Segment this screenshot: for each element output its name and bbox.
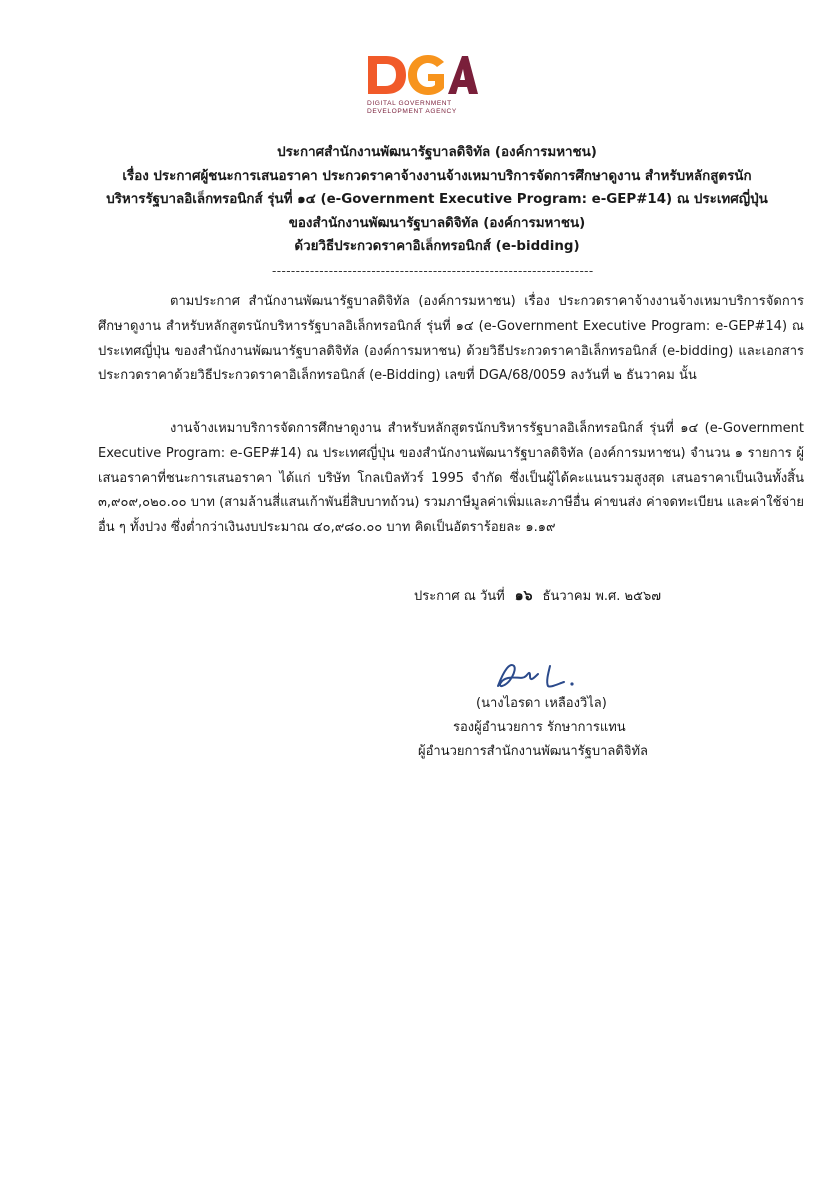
- logo-text-line2: DEVELOPMENT AGENCY: [367, 108, 457, 115]
- announcement-date: [414, 585, 661, 607]
- header-line-3: บริหารรัฐบาลอิเล็กทรอนิกส์ รุ่นที่ ๑๔ (e-Government Executive Program: e-GEP#14) ณ ประเทศญี่ปุ่น: [106, 192, 768, 207]
- date-prefix: ประกาศ ณ วันที่: [414, 589, 505, 604]
- date-suffix: ธันวาคม พ.ศ. ๒๕๖๗: [542, 589, 661, 604]
- logo-letter-g: [408, 55, 444, 95]
- dga-logo-mark: [364, 50, 480, 100]
- date-day: ๑๖: [514, 588, 533, 604]
- body-paragraph-2: [98, 417, 804, 541]
- logo-text-line1: DIGITAL GOVERNMENT: [367, 100, 452, 107]
- signer-name: (นางไอรดา เหลืองวิไล): [476, 696, 607, 711]
- logo-letter-d: [368, 56, 406, 94]
- logo-letter-a: [448, 56, 478, 94]
- announcement-header: [70, 141, 804, 259]
- signer-position-1: รองผู้อำนวยการ รักษาการแทน: [453, 720, 626, 735]
- body-paragraph-1-text: ตามประกาศ สำนักงานพัฒนารัฐบาลดิจิทัล (องค์การมหาชน) เรื่อง ประกวดราคาจ้างงานจ้างเหมาบริการจัดการศึกษาดูงาน สำหรับหลักสูตรนักบริหารรัฐบาลอิเล็กทรอนิกส์ รุ่นที่ ๑๔ (e-Government Executive Program: e-GEP#14) ณ ประเทศญี่ปุ่น ของสำนักงานพัฒนารัฐบาลดิจิทัล (องค์การมหาชน) ด้วยวิธีประกวดราคาอิเล็กทรอนิกส์ (e-bidding) และเอกสารประกวดราคาด้วยวิธีประกวดราคาอิเล็กทรอนิกส์ (e-Bidding) เลขที่ DGA/68/0059 ลงวันที่ ๒ ธันวาคม นั้น: [98, 294, 804, 384]
- dga-logo: [364, 50, 480, 122]
- body-paragraph-1: [98, 290, 804, 389]
- header-line-1: ประกาศสำนักงานพัฒนารัฐบาลดิจิทัล (องค์การมหาชน): [277, 145, 597, 160]
- header-line-4: ของสำนักงานพัฒนารัฐบาลดิจิทัล (องค์การมหาชน): [288, 215, 586, 231]
- signer-block: [400, 692, 740, 764]
- handwritten-signature: [488, 656, 588, 696]
- header-line-2: เรื่อง ประกาศผู้ชนะการเสนอราคา ประกวดราคาจ้างงานจ้างเหมาบริการจัดการศึกษาดูงาน สำหรับหลักสูตรนัก: [122, 168, 752, 184]
- signer-position-2: ผู้อำนวยการสำนักงานพัฒนารัฐบาลดิจิทัล: [418, 744, 648, 759]
- body-paragraph-2-text: งานจ้างเหมาบริการจัดการศึกษาดูงาน สำหรับหลักสูตรนักบริหารรัฐบาลอิเล็กทรอนิกส์ รุ่นที่ ๑๔ (e-Government Executive Program: e-GEP#14) ณ ประเทศญี่ปุ่น ของสำนักงานพัฒนารัฐบาลดิจิทัล (องค์การมหาชน) จำนวน ๑ รายการ ผู้เสนอราคาที่ชนะการเสนอราคา ได้แก่ บริษัท โกลเบิลทัวร์ 1995 จำกัด ซึ่งเป็นผู้ได้คะแนนรวมสูงสุด เสนอราคาเป็นเงินทั้งสิ้น ๓,๙๐๙,๐๒๐.๐๐ บาท (สามล้านสี่แสนเก้าพันยี่สิบบาทถ้วน) รวมภาษีมูลค่าเพิ่มและภาษีอื่น ค่าขนส่ง ค่าจดทะเบียน และค่าใช้จ่ายอื่น ๆ ทั้งปวง ซึ่งต่ำกว่าเงินงบประมาณ ๔๐,๙๘๐.๐๐ บาท คิดเป็นอัตราร้อยละ ๑.๑๙: [98, 421, 804, 536]
- header-divider: --------------------------------------------------------------------: [272, 264, 594, 278]
- header-line-5: ด้วยวิธีประกวดราคาอิเล็กทรอนิกส์ (e-bidding): [294, 239, 580, 254]
